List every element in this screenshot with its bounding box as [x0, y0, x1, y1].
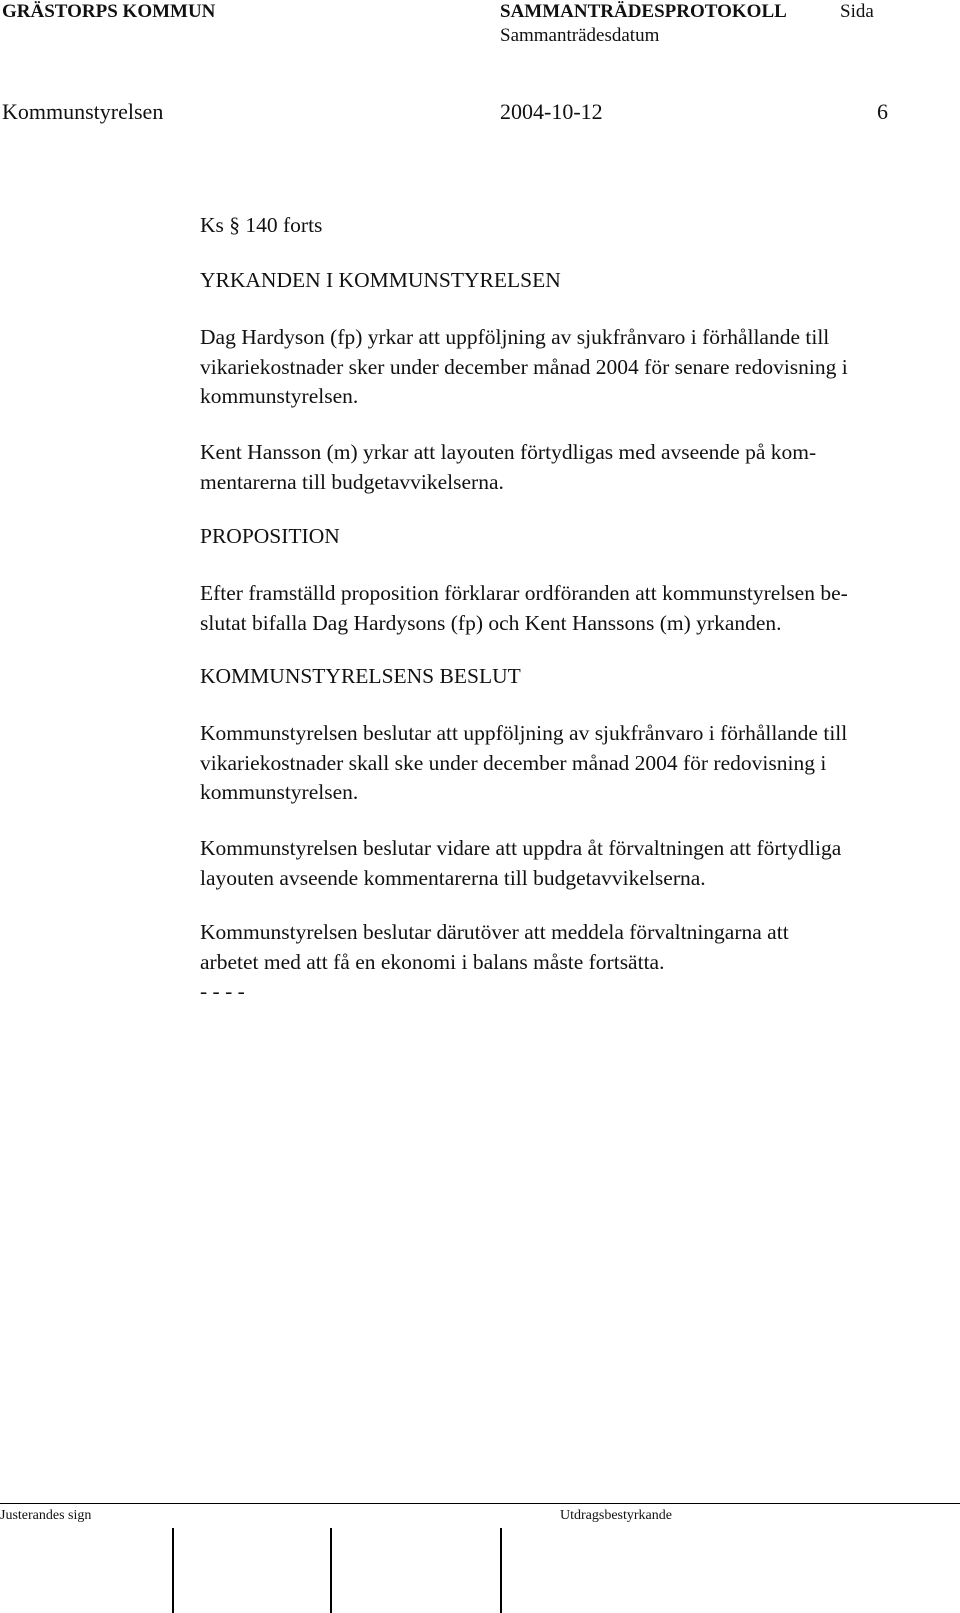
justerandes-sign-label: Justerandes sign [0, 1508, 92, 1523]
paragraph-beslut-layout: Kommunstyrelsen beslutar vidare att uppdra åt förvaltningen att förtydliga layouten avseende kommentarerna till budgetavvikelserna. [200, 836, 842, 890]
signature-line [500, 1528, 502, 1613]
paragraph-dag-hardyson: Dag Hardyson (fp) yrkar att uppföljning av sjukfrånvaro i förhållande till vikariekostnader sker under december månad 2004 för senare redovisning i kommunstyrelsen. [200, 325, 848, 408]
heading-beslut: KOMMUNSTYRELSENS BESLUT [200, 664, 521, 688]
meeting-date: 2004-10-12 [500, 99, 603, 124]
heading-proposition: PROPOSITION [200, 524, 340, 548]
footer-rule [0, 1503, 960, 1504]
page-number: 6 [877, 99, 888, 124]
sida-label: Sida [840, 1, 874, 22]
signature-line [172, 1528, 174, 1613]
date-label: Sammanträdesdatum [500, 25, 660, 46]
signature-line [330, 1528, 332, 1613]
end-mark: - - - - [200, 979, 245, 1003]
section-reference: Ks § 140 forts [200, 213, 323, 237]
paragraph-beslut-uppfoljning: Kommunstyrelsen beslutar att uppföljning av sjukfrånvaro i förhållande till vikariekostnader skall ske under december månad 2004 för redovisning i kommunstyrelsen. [200, 721, 848, 804]
paragraph-kent-hansson: Kent Hansson (m) yrkar att layouten förtydligas med avseende på kom- mentarerna till budgetavvikelserna. [200, 440, 817, 494]
org-name: GRÄSTORPS KOMMUN [2, 1, 216, 22]
utdragsbestyrkande-label: Utdragsbestyrkande [560, 1508, 672, 1523]
heading-yrkanden: YRKANDEN I KOMMUNSTYRELSEN [200, 268, 561, 292]
doc-type: SAMMANTRÄDESPROTOKOLL [500, 1, 787, 22]
paragraph-beslut-ekonomi: Kommunstyrelsen beslutar därutöver att meddela förvaltningarna att arbetet med att få en ekonomi i balans måste fortsätta. - - - - [200, 918, 940, 1007]
body-name: Kommunstyrelsen [2, 99, 164, 124]
paragraph-proposition: Efter framställd proposition förklarar ordföranden att kommunstyrelsen be- slutat bifalla Dag Hardysons (fp) och Kent Hanssons (m) yrkanden. [200, 581, 848, 635]
